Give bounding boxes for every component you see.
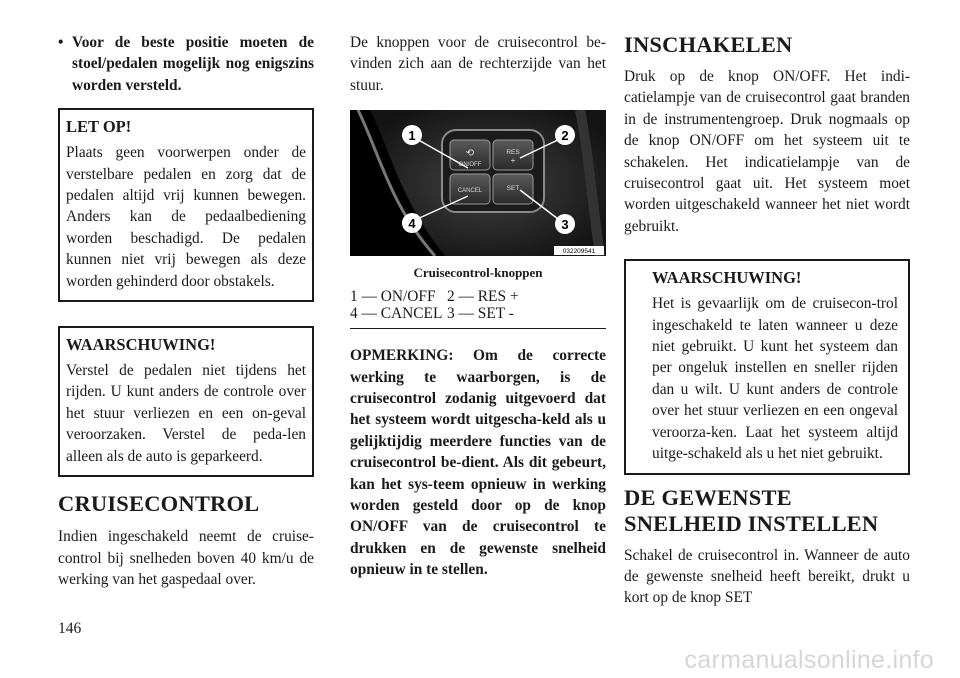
column-middle — [350, 32, 606, 581]
cruise-control-figure — [350, 110, 606, 256]
column-right — [624, 32, 910, 609]
bullet-item — [58, 32, 314, 96]
bullet-dot: • — [58, 34, 64, 51]
bullet-text: Voor de beste positie moeten de stoel/pedalen mogelijk nog enigszins worden versteld. — [72, 34, 314, 94]
warning-title-pedals: WAARSCHUWING! — [66, 335, 216, 355]
warning-text-pedals: Verstel de pedalen niet tijdens het rijden. U kunt anders de controle over het stuur verliezen en een on-geval veroorzaken. Verstel de peda-len alleen als de auto is geparkeerd. — [66, 362, 306, 465]
button-onoff-label: ON/OFF — [458, 162, 482, 169]
caution-title: LET OP! — [66, 117, 132, 137]
column-left — [58, 32, 314, 590]
callout-2: 2 — [561, 128, 569, 144]
button-cancel-label: CANCEL — [457, 188, 483, 195]
legend-item-onoff: 1 — ON/OFF — [350, 288, 436, 306]
warning-box-cruise — [624, 259, 910, 474]
intro-text: De knoppen voor de cruisecontrol be-vinden zich aan de rechterzijde van het stuur. — [350, 34, 606, 94]
section-text-cruisecontrol: Indien ingeschakeld neemt de cruise-control bij snelheden boven 40 km/u de werking van het gaspedaal over. — [58, 528, 314, 588]
watermark-text: carmanualsonline.info — [684, 646, 934, 674]
onoff-icon: ⟲ — [465, 148, 475, 160]
figure-legend — [350, 288, 606, 329]
figure-caption: Cruisecontrol-knoppen — [413, 265, 543, 281]
callout-4: 4 — [408, 216, 416, 232]
legend-item-set: 3 — SET - — [447, 305, 514, 323]
section-text-inschakelen: Druk op de knop ON/OFF. Het indi-catielampje van de cruisecontrol gaat branden in de instrumentengroep. Druk nogmaals op de knop ON/OFF om het systeem uit te schakelen. Het indicatielampje van de cruisecontrol gaat uit. Het systeem moet worden uitgeschakeld wanneer het niet wordt gebruikt. — [624, 68, 910, 235]
section-title-cruisecontrol: CRUISECONTROL — [58, 491, 260, 517]
callout-1: 1 — [408, 128, 416, 144]
button-res-sign: + — [510, 156, 516, 166]
legend-item-res: 2 — RES + — [447, 288, 519, 306]
section-title-snelheid: DE GEWENSTE SNELHEID INSTELLEN — [624, 484, 879, 536]
caution-text: Plaats geen voorwerpen onder de verstelbare pedalen en zorg dat de pedalen altijd vrij kunnen bewegen. Anders kan de pedaalbediening worden beschadigd. De pedalen kunnen niet vrij bewegen als deze worden gehinderd door obstakels. — [66, 144, 306, 290]
section-text-snelheid: Schakel de cruisecontrol in. Wanneer de auto de gewenste snelheid heeft bereikt, drukt u kort op de knop SET — [624, 546, 910, 607]
warning-title-cruise: WAARSCHUWING! — [652, 268, 802, 288]
figure-id: 032209541 — [562, 248, 596, 256]
callout-3: 3 — [561, 217, 569, 233]
button-set-label: SET — [506, 185, 520, 193]
note-text: OPMERKING: Om de correcte werking te waarborgen, is de cruisecontrol zodanig uitgevoerd dat het systeem wordt uitgescha-keld als u gelijktijdig meerdere functies van de cruisecontrol be-dient. Als dit gebeurt, kan het sys-teem opnieuw in werking worden gesteld door op de knop ON/OFF van de cruisecontrol te drukken en de gewenste snelheid opnieuw in te stellen. — [350, 347, 606, 579]
button-res-label: RES — [506, 149, 520, 157]
legend-item-cancel: 4 — CANCEL — [350, 305, 443, 323]
caution-box — [58, 108, 314, 302]
warning-box-pedals — [58, 326, 314, 477]
page-number: 146 — [58, 620, 82, 637]
steering-wheel-illustration — [350, 110, 606, 256]
section-title-inschakelen: INSCHAKELEN — [624, 32, 793, 57]
warning-text-cruise: Het is gevaarlijk om de cruisecon-trol ingeschakeld te laten wanneer u deze niet gebruikt. U kunt het systeem dan per ongeluk instellen en sneller rijden dan u wilt. U kunt anders de controle over het stuur verliezen en een ongeval veroorza-ken. Laat het systeem altijd uitge-schakeld als u het niet gebruikt. — [652, 295, 898, 463]
